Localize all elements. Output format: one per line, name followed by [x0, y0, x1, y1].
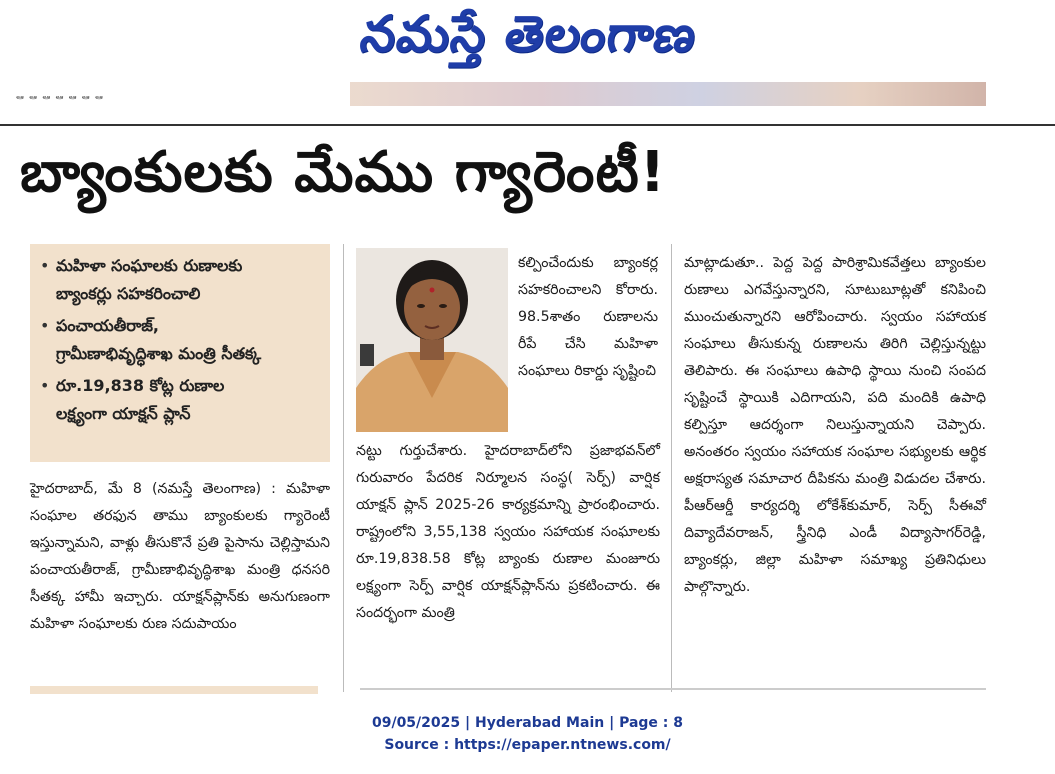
highlight-line: గ్రామీణాభివృద్ధిశాఖ మంత్రి సీతక్క — [56, 344, 262, 363]
article-paragraph: నట్టు గుర్తుచేశారు. హైదరాబాద్‌లోని ప్రజాభవన్‌లో గురువారం పేదరిక నిర్మూలన సంస్థ( సెర్ప్) వార్షిక యాక్షన్ ప్లాన్ 2025-26 కార్యక్రమాన్ని ప్రారంభించారు. రాష్ట్రంలోని 3,55,138 స్వయం సహాయక సంఘాలకు రూ.19,838.58 కోట్ల బ్యాంకు రుణాల మంజూరు లక్ష్యంగా సెర్ప్ వార్షిక యాక్షన్‌ప్లాన్‌ను ప్రకటించారు. ఈ సందర్భంగా మంత్రి — [356, 443, 660, 621]
edition-info: 09/05/2025 | Hyderabad Main | Page : 8 — [371, 715, 684, 731]
page-footer — [0, 712, 1055, 756]
article-headline: బ్యాంకులకు మేము గ్యారెంటీ! — [20, 140, 667, 205]
masthead — [0, 0, 1055, 80]
masthead-logo: నమస్తే తెలంగాణ — [356, 4, 701, 63]
next-article-strip — [30, 686, 318, 694]
header-divider — [0, 124, 1055, 126]
highlight-line: లక్ష్యంగా యాక్షన్ ప్లాన్ — [56, 404, 191, 423]
highlight-line: మహిళా సంఘాలకు రుణాలకు — [56, 256, 243, 275]
portrait-illustration — [356, 248, 508, 432]
source-link[interactable]: Source : https://epaper.ntnews.com/ — [384, 737, 671, 753]
bullet-icon: • — [40, 316, 50, 335]
highlight-line: పంచాయతీరాజ్, — [56, 316, 159, 335]
highlight-item — [40, 372, 320, 428]
top-strip-image — [350, 82, 986, 106]
column-divider — [671, 244, 672, 692]
bullet-icon: • — [40, 376, 50, 395]
article-column-1 — [30, 476, 330, 638]
article-paragraph: హైదరాబాద్, మే 8 (నమస్తే తెలంగాణ) : మహిళా సంఘాల తరఫున తాము బ్యాంకులకు గ్యారెంటీ ఇస్తున్నామని, వాళ్లు తీసుకొనే ప్రతి పైసాను చెల్లిస్తామని పంచాయతీరాజ్, గ్రామీణాభివృద్ధిశాఖ మంత్రి ధనసరి సీతక్క హామీ ఇచ్చారు. యాక్షన్‌ప్లాన్‌కు అనుగుణంగా మహిళా సంఘాలకు రుణ సదుపాయం — [30, 481, 330, 632]
top-strip-text: ఆ ఆ ఆ ఆ ఆ ఆ ఆ — [16, 94, 104, 101]
highlight-line: రూ.19,838 కోట్ల రుణాల — [56, 376, 225, 395]
minister-photo — [356, 248, 508, 432]
bullet-icon: • — [40, 256, 50, 275]
column-divider — [343, 244, 344, 692]
highlight-item — [40, 252, 320, 308]
article-column-2-bottom — [356, 438, 660, 627]
article-column-2-top — [518, 250, 658, 385]
article-paragraph: మాట్లాడుతూ.. పెద్ద పెద్ద పారిశ్రామికవేత్తలు బ్యాంకుల రుణాలు ఎగవేస్తున్నారని, సూటుబూట్లతో కనిపించి ముంచుతున్నారని ఆరోపించారు. స్వయం సహాయక సంఘాలు తీసుకున్న రుణాలను తిరిగి చెల్లిస్తున్నట్టు తెలిపారు. ఈ సంఘాలు ఉపాధి స్థాయి నుంచి సంపద సృష్టించే స్థాయికి ఎదిగాయని, పది మందికి ఉపాధి కల్పిస్తూ ఆదర్శంగా నిలుస్తున్నాయని చెప్పారు. అనంతరం స్వయం సహాయక సంఘాల సభ్యులకు ఆర్థిక అక్షరాస్యత సమాచార దీపికను మంత్రి విడుదల చేశారు. పీఆర్‌ఆర్డీ కార్యదర్శి లోకేశ్‌కుమార్, సెర్ప్ సీఈవో దివ్యాదేవరాజన్, స్త్రీనిధి ఎండీ విద్యాసాగర్‌రెడ్డి, బ్యాంకర్లు, జిల్లా మహిళా సమాఖ్య ప్రతినిధులు పాల్గొన్నారు. — [684, 255, 986, 595]
footer-divider — [360, 688, 986, 690]
highlight-item — [40, 312, 320, 368]
article-paragraph: కల్పించేందుకు బ్యాంకర్ల సహకరించాలని కోరారు. 98.5శాతం రుణాలను రీపే చేసి మహిళా సంఘాలు రికార్డు సృష్టించి — [518, 255, 658, 379]
article-column-3 — [684, 250, 986, 601]
highlight-line: బ్యాంకర్లు సహకరించాలి — [56, 284, 201, 303]
highlights-box — [30, 244, 330, 462]
